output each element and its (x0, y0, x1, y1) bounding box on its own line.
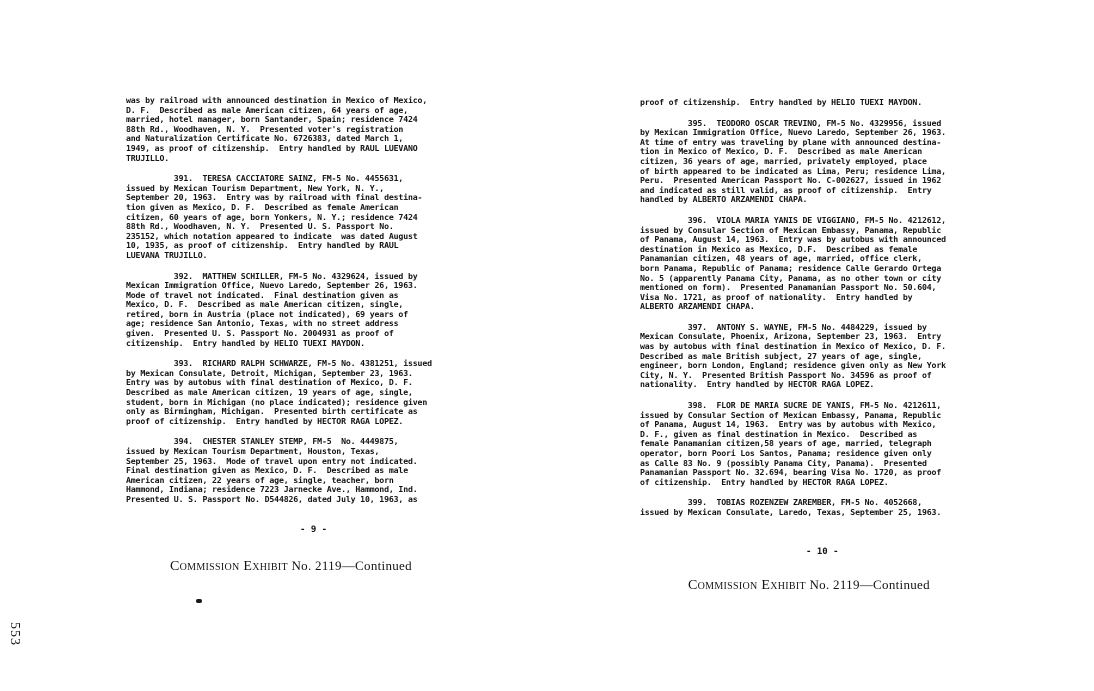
left-folio: - 9 - (300, 525, 328, 535)
right-page-column (640, 98, 1010, 529)
paragraph-continued: proof of citizenship. Entry handled by HELIO TUEXI MAYDON. (640, 97, 922, 107)
caption-number: No. 2119—Continued (805, 577, 930, 592)
right-exhibit-caption (688, 577, 930, 594)
page-number: 553 (7, 622, 22, 646)
ink-mark (196, 599, 202, 603)
caption-title: Commission Exhibit (170, 559, 288, 574)
paragraph-391: 391. TERESA CACCIATORE SAINZ, FM-5 No. 4455631, issued by Mexican Tourism Department, New York, N. Y., September 20, 1963. Entry was by railroad with final destina- tion given as Mexico, D. F. Described as female American citizen, 60 years of age, born Yonkers, N. Y.; residence 7424 88th Rd., Woodhaven, N. Y. Presented U. S. Passport No. 235152, which notation appeared to indicate was dated August 10, 1935, as proof of citizenship. Entry handled by RAUL LUEVANA TRUJILLO. (126, 173, 423, 260)
caption-title: Commission Exhibit (688, 578, 806, 593)
paragraph-397: 397. ANTONY S. WAYNE, FM-5 No. 4484229, issued by Mexican Consulate, Phoenix, Arizona, September 23, 1963. Entry was by autobus with final destination in Mexico of Mexico, D. F. Described as male British subject, 27 years of age, single, engineer, born London, England; residence given only as New York City, N. Y. Presented British Passport No. 34596 as proof of nationality. Entry handled by HECTOR RAGA LOPEZ. (640, 321, 946, 390)
left-exhibit-caption (170, 558, 412, 575)
right-folio: - 10 - (806, 547, 839, 557)
paragraph-393: 393. RICHARD RALPH SCHWARZE, FM-5 No. 4381251, issued by Mexican Consulate, Detroit, Michigan, September 23, 1963. Entry was by autobus with final destination of Mexico, D. F. Described as male American citizen, 19 years of age, single, student, born in Michigan (no place indicated); residence given only as Birmingham, Michigan. Presented birth certificate as proof of citizenship. Entry handled by HECTOR RAGA LOPEZ. (126, 358, 432, 426)
paragraph-396: 396. VIOLA MARIA YANIS DE VIGGIANO, FM-5 No. 4212612, issued by Consular Section of Mexican Embassy, Panama, Republic of Panama, August 14, 1963. Entry was by autobus with announced destination in Mexico as Mexico, D.F. Described as female Panamanian citizen, 48 years of age, married, office clerk, born Panama, Republic of Panama; residence Calle Gerardo Ortega No. 5 (apparently Panama City, Panama, as no other town or city mentioned on form). Presented Panamanian Passport No. 50.604, Visa No. 1721, as proof of nationality. Entry handled by ALBERTO ARZAMENDI CHAPA. (640, 214, 946, 312)
paragraph-399: 399. TOBIAS ROZENZEW ZAREMBER, FM-5 No. 4052668, issued by Mexican Consulate, Laredo, Texas, September 25, 1963. (640, 497, 942, 517)
caption-number: No. 2119—Continued (287, 558, 412, 573)
paragraph-392: 392. MATTHEW SCHILLER, FM-5 No. 4329624, issued by Mexican Immigration Office, Nuevo Laredo, September 26, 1963. Mode of travel not indicated. Final destination given as Mexico, D. F. Described as male American citizen, single, retired, born in Austria (place not indicated), 69 years of age; residence San Antonio, Texas, with no street address given. Presented U. S. Passport No. 2004931 as proof of citizenship. Entry handled by HELIO TUEXI MAYDON. (126, 270, 418, 348)
paragraph-continued: was by railroad with announced destination in Mexico of Mexico, D. F. Described as male American citizen, 64 years of age, married, hotel manager, born Santander, Spain; residence 7424 88th Rd., Woodhaven, N. Y. Presented voter's registration and Naturalization Certificate No. 6726383, dated March 1, 1949, as proof of citizenship. Entry handled by RAUL LUEVANO TRUJILLO. (126, 95, 428, 163)
paragraph-395: 395. TEODORO OSCAR TREVINO, FM-5 No. 4329956, issued by Mexican Immigration Office, Nuevo Laredo, September 26, 1963. At time of entry was traveling by plane with announced destina- tion in Mexico of Mexico, D. F. Described as male American citizen, 36 years of age, married, privately employed, place of birth appeared to be indicated as Lima, Peru; residence Lima, Peru. Presented American Passport No. C-002627, issued in 1962 and indicated as still valid, as proof of citizenship. Entry handled by ALBERTO ARZAMENDI CHAPA. (640, 117, 946, 205)
paragraph-394: 394. CHESTER STANLEY STEMP, FM-5 No. 4449875, issued by Mexican Tourism Department, Houston, Texas, September 25, 1963. Mode of travel upon entry not indicated. Final destination given as Mexico, D. F. Described as male American citizen, 22 years of age, single, teacher, born Hammond, Indiana; residence 7223 Jarnecke Ave., Hammond, Ind. Presented U. S. Passport No. D544826, dated July 10, 1963, as (126, 436, 418, 504)
left-page-column (126, 96, 494, 516)
paragraph-398: 398. FLOR DE MARIA SUCRE DE YANIS, FM-5 No. 4212611, issued by Consular Section of Mexican Embassy, Panama, Republic of Panama, August 14, 1963. Entry was by autobus with Mexico, D. F., given as final destination in Mexico. Described as female Panamanian citizen,58 years of age, married, telegraph operator, born Poori Los Santos, Panama; residence given only as Calle 83 No. 9 (possibly Panama City, Panama). Presented Panamanian Passport No. 32.694, bearing Visa No. 1720, as proof of citizenship. Entry handled by HECTOR RAGA LOPEZ. (640, 400, 942, 487)
